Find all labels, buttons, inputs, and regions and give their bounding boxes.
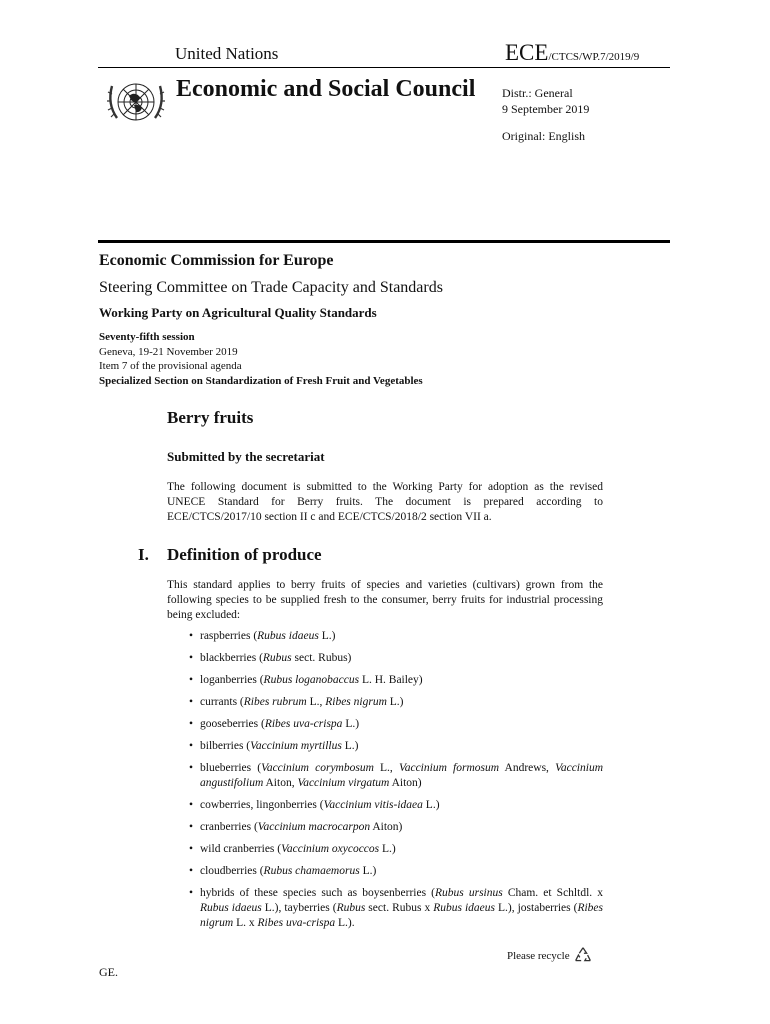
session-block (99, 330, 423, 388)
species-text: L.), jostaberries ( (495, 902, 578, 914)
species-latin-name: Rubus (336, 902, 366, 914)
species-latin-name: Vaccinium oxycoccos (281, 843, 380, 855)
species-text: L. x (233, 917, 258, 929)
agenda-item: Item 7 of the provisional agenda (99, 360, 242, 372)
scope-paragraph: This standard applies to berry fruits of species and varieties (cultivars) grown from the following species to be supplied fresh to the consumer, berry fruits for industrial processing being excluded: (167, 579, 603, 621)
species-text: L. H. Bailey) (359, 674, 423, 686)
species-latin-name: Rubus idaeus (257, 630, 319, 642)
species-text: L.) (422, 799, 440, 811)
submitted-by: Submitted by the secretariat (167, 449, 325, 464)
section-rule (98, 240, 670, 243)
recycle-text: Please recycle (507, 950, 570, 962)
document-date: 9 September 2019 (502, 102, 590, 116)
symbol-prefix: ECE (505, 40, 549, 65)
recycle-icon (572, 945, 594, 967)
species-item (167, 798, 603, 813)
species-latin-name: Vaccinium myrtillus (250, 740, 342, 752)
species-latin-name: Rubus idaeus (200, 902, 262, 914)
species-latin-name: Rubus (262, 652, 292, 664)
species-latin-name: Rubus loganobaccus (263, 674, 360, 686)
species-latin-name: Vaccinium virgatum (297, 777, 390, 789)
species-latin-name: Ribes nigrum (200, 902, 604, 929)
symbol-suffix: /CTCS/WP.7/2019/9 (548, 51, 640, 63)
species-text: currants ( (200, 696, 244, 708)
species-latin-name: Ribes uva-crispa (257, 917, 336, 929)
species-text: L.) (386, 696, 404, 708)
species-latin-name: Rubus chamaemorus (263, 865, 360, 877)
species-latin-name: Ribes uva-crispa (264, 718, 343, 730)
species-text: raspberries ( (200, 630, 258, 642)
species-item (167, 864, 603, 879)
specialized-section: Specialized Section on Standardization of Fresh Fruit and Vegetables (99, 374, 423, 387)
council-title: Economic and Social Council (176, 76, 476, 102)
species-text: L., (373, 762, 399, 774)
species-text: L.) (341, 740, 359, 752)
species-text: Aiton) (370, 821, 403, 833)
committee-name: Steering Committee on Trade Capacity and Standards (99, 279, 443, 296)
un-emblem-icon (103, 74, 169, 134)
species-item (167, 739, 603, 754)
session-place-date: Geneva, 19-21 November 2019 (99, 345, 238, 358)
species-text: L.). (335, 917, 355, 929)
distribution-block (502, 85, 589, 117)
species-text: cowberries, lingonberries ( (200, 799, 324, 811)
species-latin-name: Ribes nigrum (325, 696, 387, 708)
species-text: Aiton) (389, 777, 422, 789)
session-name: Seventy-fifth session (99, 331, 195, 343)
species-item (167, 842, 603, 857)
recycle-notice (507, 945, 594, 967)
species-item (167, 717, 603, 732)
species-item (167, 695, 603, 710)
species-text: cloudberries ( (200, 865, 264, 877)
species-latin-name: Vaccinium formosum (398, 762, 500, 774)
document-symbol (505, 40, 639, 66)
footer-code: GE. (99, 965, 118, 979)
species-text: gooseberries ( (200, 718, 265, 730)
commission-name: Economic Commission for Europe (99, 252, 334, 269)
species-text: L.) (359, 865, 377, 877)
species-text: hybrids of these species such as boysenberries ( (200, 887, 435, 899)
species-item (167, 886, 603, 931)
species-text: cranberries ( (200, 821, 258, 833)
species-text: wild cranberries ( (200, 843, 282, 855)
species-text: blueberries ( (200, 762, 262, 774)
species-text: L., (306, 696, 326, 708)
species-item (167, 761, 603, 791)
species-latin-name: Vaccinium macrocarpon (257, 821, 371, 833)
species-text: Andrews, (499, 762, 556, 774)
species-text: loganberries ( (200, 674, 264, 686)
intro-paragraph: The following document is submitted to the Working Party for adoption as the revised UNECE Standard for Berry fruits. The document is prepared according to ECE/CTCS/2017/10 section II c and ECE/CTCS/2018/2 section VII a. (167, 481, 603, 523)
species-text: L.) (318, 630, 336, 642)
species-text: sect. Rubus) (291, 652, 352, 664)
species-list (167, 629, 603, 938)
species-text: Aiton, (263, 777, 298, 789)
species-item (167, 820, 603, 835)
document-title: Berry fruits (167, 408, 254, 427)
species-text: Cham. et Schltdl. x (502, 887, 604, 899)
species-text: L.) (342, 718, 360, 730)
species-item (167, 629, 603, 644)
species-latin-name: Vaccinium vitis-idaea (323, 799, 423, 811)
distribution: Distr.: General (502, 86, 573, 100)
section-number: I. (138, 545, 149, 564)
species-item (167, 673, 603, 688)
species-latin-name: Vaccinium corymbosum (261, 762, 374, 774)
original-language: Original: English (502, 129, 585, 143)
species-text: blackberries ( (200, 652, 263, 664)
species-item (167, 651, 603, 666)
species-latin-name: Ribes rubrum (243, 696, 307, 708)
section-title: Definition of produce (167, 545, 322, 564)
header-rule (98, 67, 670, 68)
species-text: sect. Rubus x (365, 902, 434, 914)
species-latin-name: Rubus ursinus (435, 887, 503, 899)
species-text: bilberries ( (200, 740, 251, 752)
species-text: L.), tayberries ( (261, 902, 337, 914)
species-text: L.) (379, 843, 396, 855)
species-latin-name: Rubus idaeus (433, 902, 495, 914)
species-latin-name: Vaccinium angustifolium (200, 762, 603, 789)
org-name: United Nations (175, 44, 279, 63)
working-party-name: Working Party on Agricultural Quality Standards (99, 305, 377, 320)
